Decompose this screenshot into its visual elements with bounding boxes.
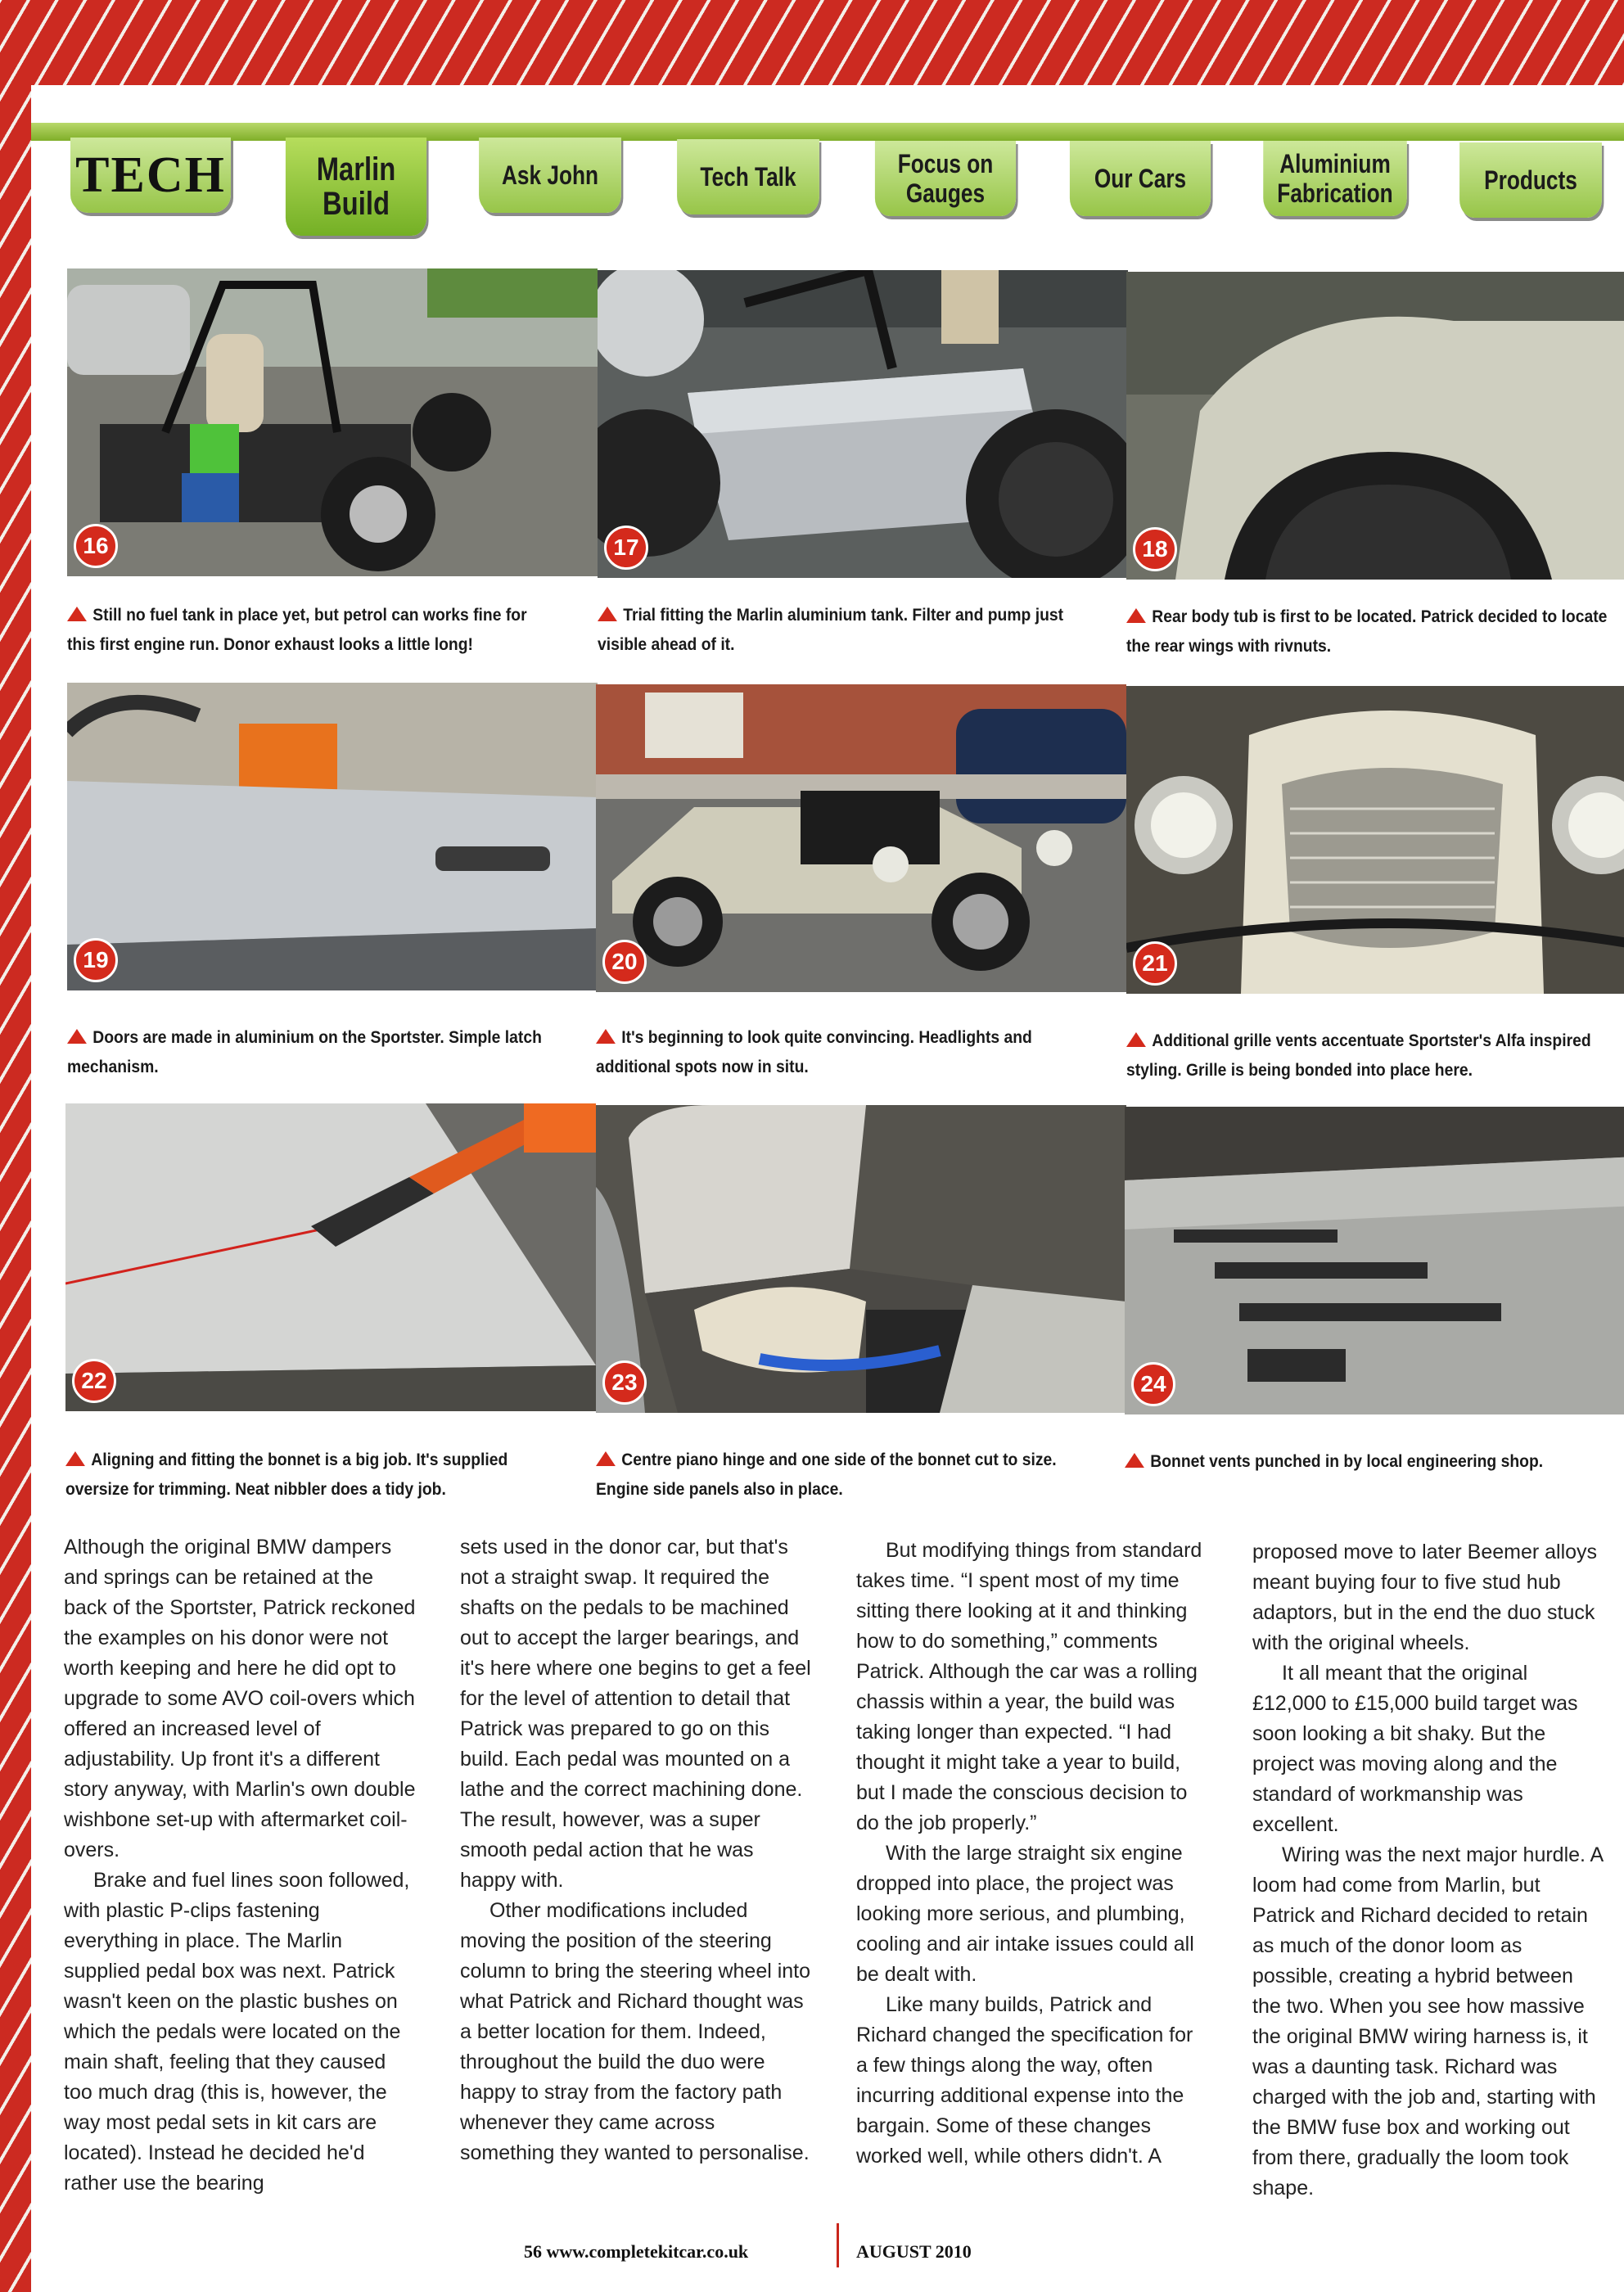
tab-focus-on-gauges[interactable]: Focus on Gauges (875, 141, 1016, 216)
photo-21-image (1126, 686, 1624, 994)
photo-number-badge: 16 (74, 524, 118, 568)
photo-18-image (1126, 272, 1624, 580)
photo-number-badge: 18 (1133, 527, 1177, 571)
tab-tech[interactable]: TECH (70, 138, 231, 213)
article-column-3 (856, 1536, 1208, 2172)
article-column-1 (64, 1532, 416, 2199)
tab-our-cars[interactable]: Our Cars (1070, 141, 1211, 216)
photo-22-image (65, 1103, 596, 1411)
photo-number-badge: 19 (74, 938, 118, 982)
photo-17-caption: Trial fitting the Marlin aluminium tank. Filter and pump just visible ahead of it. (598, 606, 1064, 654)
photo-20-image (596, 684, 1126, 992)
tab-products[interactable]: Products (1459, 142, 1602, 218)
tab-ask-john[interactable]: Ask John (479, 138, 621, 213)
photo-18-caption: Rear body tub is first to be located. Patrick decided to locate the rear wings with rivnuts. (1126, 607, 1608, 656)
article-paragraph: Brake and fuel lines soon followed, with plastic P-clips fastening everything in place. The Marlin supplied pedal box was next. Patrick wasn't keen on the plastic bushes on which the pedals were located on the main shaft, feeling that they caused too much drag (this is, however, the way most pedal sets in kit cars are located). Instead he decided he'd rather use the bearing (64, 1869, 410, 2195)
caption-arrow-icon (67, 607, 87, 621)
caption-arrow-icon (1125, 1453, 1144, 1468)
tab-aluminium-fabrication[interactable]: Aluminium Fabrication (1263, 141, 1406, 216)
photo-number-badge: 21 (1133, 941, 1177, 986)
photo-20 (596, 684, 1126, 992)
article-paragraph: proposed move to later Beemer alloys meant buying four to five stud hub adaptors, but in the end the duo stuck with the original wheels. (1252, 1541, 1598, 1654)
caption-arrow-icon (598, 607, 617, 621)
footer-page-url: 56 www.completekitcar.co.uk (524, 2241, 749, 2262)
tab-marlin-build[interactable]: Marlin Build (286, 138, 426, 236)
photo-18 (1126, 272, 1624, 580)
photo-number-badge: 20 (602, 940, 647, 984)
caption-arrow-icon (1126, 608, 1146, 623)
caption-arrow-icon (596, 1451, 616, 1466)
article-paragraph: Other modifications included moving the position of the steering column to bring the steering wheel into what Patrick and Richard thought was a better location for them. Indeed, throughout the build the duo were happy to stray from the factory path whenever they came across something they wanted to personalise. (460, 1899, 811, 2164)
photo-16-caption: Still no fuel tank in place yet, but petrol can works fine for this first engine run. Donor exhaust looks a little long! (67, 606, 527, 654)
photo-number-badge: 17 (604, 526, 648, 570)
article-column-2 (460, 1532, 812, 2168)
photo-21-caption: Additional grille vents accentuate Sportster's Alfa inspired styling. Grille is being bonded into place here. (1126, 1031, 1591, 1080)
photo-23-image (596, 1105, 1126, 1413)
article-paragraph: Wiring was the next major hurdle. A loom had come from Marlin, but Patrick and Richard decided to retain as much of the donor loom as possible, creating a hybrid between the two. When you see how massive the original BMW wiring harness is, it was a daunting task. Richard was charged with the job and, starting with the BMW fuse box and working out from there, gradually the loom took shape. (1252, 1843, 1603, 2200)
photo-number-badge: 24 (1131, 1362, 1175, 1406)
photo-21 (1126, 686, 1624, 994)
article-column-4 (1252, 1537, 1604, 2204)
photo-22 (65, 1103, 596, 1411)
photo-19 (67, 683, 598, 990)
footer-divider (837, 2223, 839, 2267)
photo-24 (1125, 1107, 1624, 1414)
header-rule (31, 123, 1624, 141)
photo-19-image (67, 683, 598, 990)
caption-arrow-icon (67, 1029, 87, 1044)
photo-22-caption: Aligning and fitting the bonnet is a big job. It's supplied oversize for trimming. Neat nibbler does a tidy job. (65, 1451, 508, 1499)
caption-arrow-icon (1126, 1032, 1146, 1047)
photo-17 (598, 270, 1128, 578)
photo-17-image (598, 270, 1128, 578)
photo-number-badge: 22 (72, 1359, 116, 1403)
photo-number-badge: 23 (602, 1360, 647, 1405)
article-paragraph: Although the original BMW dampers and springs can be retained at the back of the Sportster, Patrick reckoned the examples on his donor were not worth keeping and here he did opt to upgrade to some AVO coil-overs which offered an increased level of adjustability. Up front it's a different story anyway, with Marlin's own double wishbone set-up with aftermarket coil-overs. (64, 1536, 416, 1861)
photo-24-caption: Bonnet vents punched in by local engineering shop. (1125, 1447, 1607, 1477)
photo-16-image (67, 268, 598, 576)
photo-19-caption: Doors are made in aluminium on the Sportster. Simple latch mechanism. (67, 1028, 542, 1076)
caption-arrow-icon (596, 1029, 616, 1044)
article-paragraph: It all meant that the original £12,000 to £15,000 build target was soon looking a bit shaky. But the project was moving along and the standard of workmanship was excellent. (1252, 1662, 1578, 1836)
photo-23 (596, 1105, 1126, 1413)
article-paragraph: sets used in the donor car, but that's not a straight swap. It required the shafts on the pedals to be machined out to accept the larger bearings, and it's here where one begins to get a feel for the level of attention to detail that Patrick was prepared to go on this build. Each pedal was mounted on a lathe and the correct machining done. The result, however, was a super smooth pedal action that he was happy with. (460, 1536, 811, 1892)
caption-arrow-icon (65, 1451, 85, 1466)
photo-16 (67, 268, 598, 576)
photo-20-caption: It's beginning to look quite convincing. Headlights and additional spots now in situ. (596, 1028, 1032, 1076)
article-paragraph: With the large straight six engine dropped into place, the project was looking more serious, and plumbing, cooling and air intake issues could all be dealt with. (856, 1842, 1194, 1986)
footer-issue-date: AUGUST 2010 (856, 2241, 972, 2262)
article-paragraph: Like many builds, Patrick and Richard changed the specification for a few things along the way, often incurring additional expense into the bargain. Some of these changes worked well, while others didn't. A (856, 1993, 1193, 2168)
tab-tech-talk[interactable]: Tech Talk (677, 139, 819, 214)
photo-24-image (1125, 1107, 1624, 1414)
photo-23-caption: Centre piano hinge and one side of the bonnet cut to size. Engine side panels also in place. (596, 1451, 1057, 1499)
article-paragraph: But modifying things from standard takes time. “I spent most of my time sitting there looking at it and thinking how to do something,” comments Patrick. Although the car was a rolling chassis within a year, the build was taking longer than expected. “I had thought it might take a year to build, but I made the conscious decision to do the job properly.” (856, 1539, 1202, 1834)
